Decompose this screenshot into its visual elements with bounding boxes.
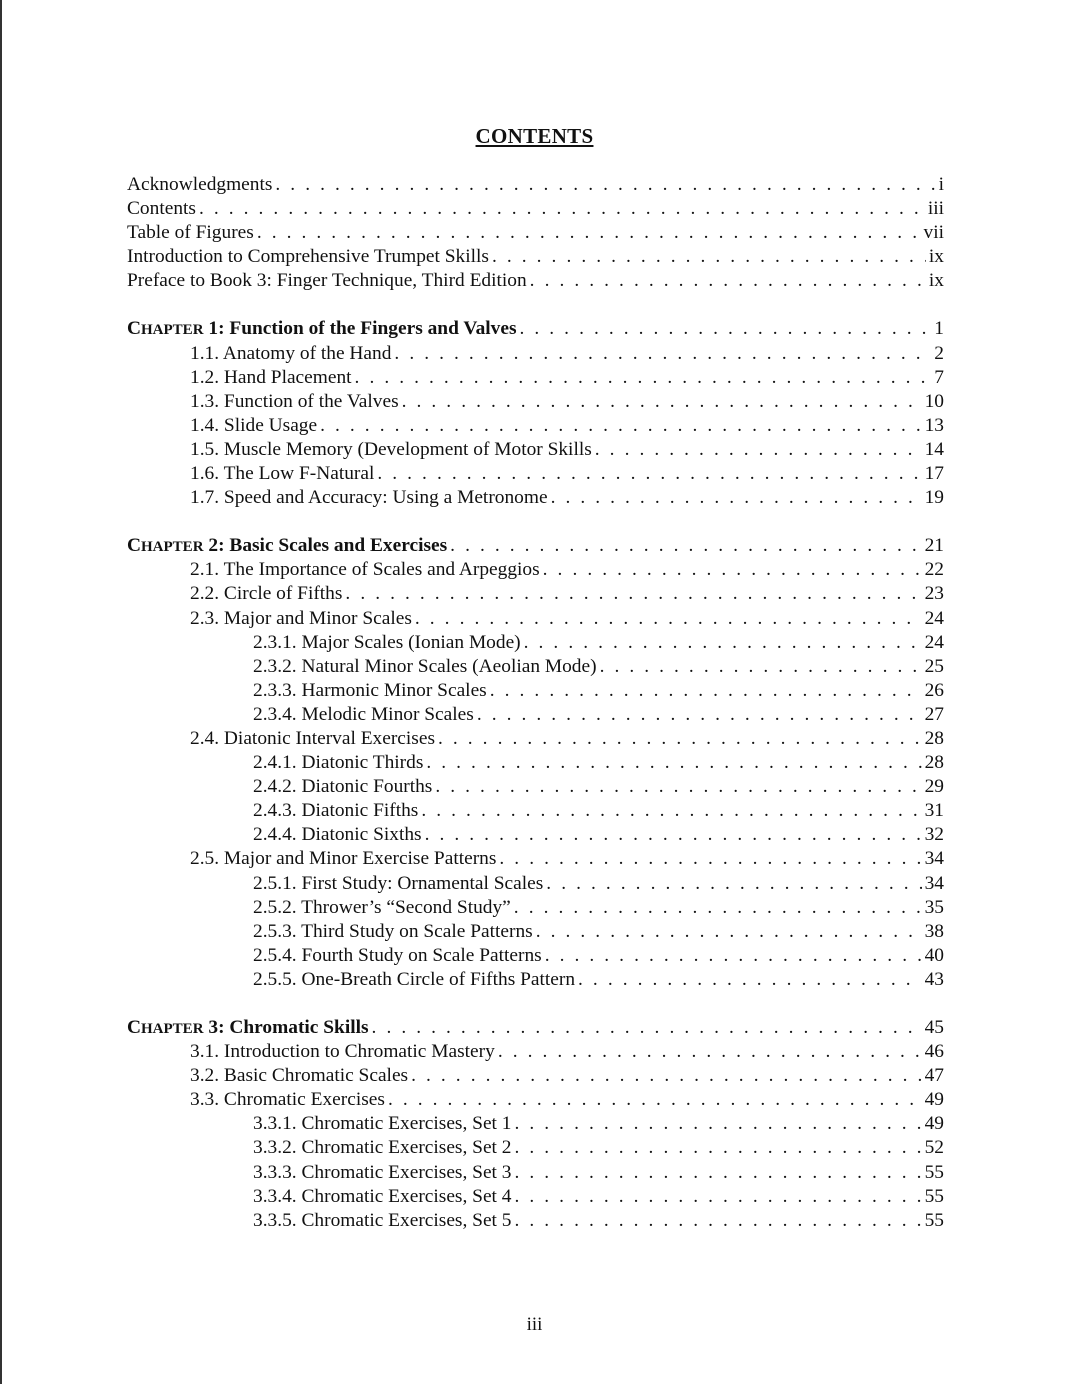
entry-page-number: 43 — [924, 968, 944, 990]
toc-front-matter-item[interactable] — [127, 173, 944, 197]
dot-leader — [402, 390, 922, 414]
toc-subsection-item[interactable] — [127, 1161, 944, 1185]
toc-front-matter-item[interactable] — [127, 221, 944, 245]
dot-leader — [388, 1088, 922, 1112]
entry-label: 2.3.1. Major Scales (Ionian Mode) — [253, 631, 521, 653]
entry-page-number: 29 — [924, 776, 944, 798]
toc-subsection-item[interactable] — [127, 655, 944, 679]
entry-page-number: 35 — [924, 896, 944, 918]
chapter-prefix-smallcaps: HAPTER — [141, 322, 204, 339]
table-of-contents — [127, 173, 944, 1233]
entry-page-number: 34 — [924, 848, 944, 870]
entry-label: 3.3. Chromatic Exercises — [190, 1089, 385, 1111]
entry-page-number: 46 — [924, 1041, 944, 1063]
dot-leader — [426, 751, 921, 775]
toc-subsection-item[interactable] — [127, 896, 944, 920]
dot-leader — [530, 269, 926, 293]
dot-leader — [515, 1209, 922, 1233]
entry-label: 3.3.4. Chromatic Exercises, Set 4 — [253, 1185, 512, 1207]
chapter-title: 1: Function of the Fingers and Valves — [203, 318, 517, 340]
dot-leader — [578, 968, 922, 992]
chapter-prefix-smallcaps: HAPTER — [141, 539, 204, 556]
toc-section-item[interactable] — [127, 366, 944, 390]
entry-page-number: 38 — [924, 920, 944, 942]
entry-label: 1.5. Muscle Memory (Development of Motor Skills — [190, 438, 592, 460]
toc-subsection-item[interactable] — [127, 1112, 944, 1136]
entry-page-number: 47 — [924, 1065, 944, 1087]
toc-front-matter-item[interactable] — [127, 197, 944, 221]
entry-label: Contents — [127, 198, 196, 220]
dot-leader — [520, 317, 932, 341]
entry-label: 2.2. Circle of Fifths — [190, 583, 343, 605]
toc-subsection-item[interactable] — [127, 944, 944, 968]
entry-label: Table of Figures — [127, 222, 254, 244]
entry-label: 3.3.3. Chromatic Exercises, Set 3 — [253, 1161, 512, 1183]
dot-leader — [421, 799, 921, 823]
entry-label: 1.4. Slide Usage — [190, 414, 318, 436]
entry-page-number: 24 — [924, 607, 944, 629]
entry-label: 2.5.3. Third Study on Scale Patterns — [253, 920, 533, 942]
toc-section-item[interactable] — [127, 342, 944, 366]
chapter-heading — [127, 317, 517, 342]
toc-section-item[interactable] — [127, 1064, 944, 1088]
toc-section-item[interactable] — [127, 847, 944, 871]
dot-leader — [345, 582, 921, 606]
entry-page-number: ix — [928, 246, 944, 268]
section-gap — [127, 510, 944, 534]
footer-page-number: iii — [526, 1314, 543, 1335]
dot-leader — [498, 1040, 922, 1064]
dot-leader — [199, 197, 925, 221]
toc-section-item[interactable] — [127, 438, 944, 462]
chapter-prefix-smallcaps: HAPTER — [141, 1021, 204, 1037]
entry-page-number: 21 — [924, 535, 944, 557]
dot-leader — [435, 775, 921, 799]
toc-subsection-item[interactable] — [127, 872, 944, 896]
entry-page-number: 55 — [924, 1209, 944, 1231]
entry-label: 2.4.3. Diatonic Fifths — [253, 800, 419, 822]
chapter-prefix-initial: C — [127, 535, 142, 557]
dot-leader — [499, 847, 921, 871]
entry-page-number: 7 — [934, 366, 944, 388]
dot-leader — [515, 1185, 922, 1209]
chapter-prefix-initial: C — [127, 1017, 142, 1038]
entry-label: 2.5.4. Fourth Study on Scale Patterns — [253, 944, 542, 966]
dot-leader — [600, 655, 922, 679]
entry-page-number: 27 — [924, 703, 944, 725]
entry-label: 2.4.1. Diatonic Thirds — [253, 752, 424, 774]
dot-leader — [551, 486, 922, 510]
entry-label: 2.3.2. Natural Minor Scales (Aeolian Mode) — [253, 655, 597, 677]
entry-label: 2.5.2. Thrower’s “Second Study” — [253, 896, 511, 918]
dot-leader — [515, 1136, 922, 1160]
toc-subsection-item[interactable] — [127, 1136, 944, 1160]
dot-leader — [411, 1064, 922, 1088]
entry-label: 1.2. Hand Placement — [190, 366, 352, 388]
dot-leader — [355, 366, 932, 390]
dot-leader — [492, 245, 926, 269]
entry-page-number: 28 — [924, 727, 944, 749]
entry-page-number: 10 — [924, 390, 944, 412]
entry-page-number: 31 — [924, 800, 944, 822]
dot-leader — [490, 679, 922, 703]
toc-subsection-item[interactable] — [127, 751, 944, 775]
toc-subsection-item[interactable] — [127, 679, 944, 703]
chapter-prefix-initial: C — [127, 318, 142, 340]
entry-label: 3.3.2. Chromatic Exercises, Set 2 — [253, 1137, 512, 1159]
toc-subsection-item[interactable] — [127, 775, 944, 799]
entry-label: 2.4. Diatonic Interval Exercises — [190, 727, 435, 749]
entry-label: Introduction to Comprehensive Trumpet Skills — [127, 246, 489, 268]
entry-page-number: 23 — [924, 583, 944, 605]
entry-label: 3.1. Introduction to Chromatic Mastery — [190, 1041, 495, 1063]
entry-label: 2.4.4. Diatonic Sixths — [253, 824, 422, 846]
entry-page-number: 49 — [924, 1089, 944, 1111]
dot-leader — [515, 1161, 922, 1185]
entry-page-number: vii — [923, 222, 944, 244]
dot-leader — [515, 1112, 922, 1136]
toc-subsection-item[interactable] — [127, 920, 944, 944]
toc-subsection-item[interactable] — [127, 631, 944, 655]
entry-label: 2.3.4. Melodic Minor Scales — [253, 703, 474, 725]
entry-label: 2.4.2. Diatonic Fourths — [253, 776, 433, 798]
page-edge — [0, 0, 2, 1384]
dot-leader — [543, 558, 922, 582]
entry-page-number: 22 — [924, 559, 944, 581]
toc-subsection-item[interactable] — [127, 1185, 944, 1209]
dot-leader — [394, 342, 931, 366]
dot-leader — [524, 631, 922, 655]
chapter-title: 3: Chromatic Skills — [203, 1017, 369, 1038]
toc-section-item[interactable] — [127, 1088, 944, 1112]
toc-subsection-item[interactable] — [127, 1209, 944, 1233]
entry-label: 1.3. Function of the Valves — [190, 390, 399, 412]
toc-chapter-item[interactable] — [127, 1016, 944, 1040]
entry-label: Preface to Book 3: Finger Technique, Third Edition — [127, 270, 527, 292]
toc-subsection-item[interactable] — [127, 968, 944, 992]
dot-leader — [450, 534, 921, 558]
toc-section-item[interactable] — [127, 414, 944, 438]
entry-label: 2.5.5. One-Breath Circle of Fifths Pattern — [253, 968, 576, 990]
dot-leader — [257, 221, 921, 245]
entry-label: 2.3. Major and Minor Scales — [190, 607, 412, 629]
page-title: CONTENTS — [475, 124, 594, 148]
entry-label: 2.1. The Importance of Scales and Arpeggios — [190, 559, 540, 581]
dot-leader — [425, 823, 922, 847]
entry-page-number: 2 — [934, 342, 944, 364]
toc-subsection-item[interactable] — [127, 703, 944, 727]
entry-page-number: 52 — [924, 1137, 944, 1159]
chapter-title: 2: Basic Scales and Exercises — [203, 535, 448, 557]
entry-label: Acknowledgments — [127, 174, 273, 195]
entry-page-number: 28 — [924, 752, 944, 774]
toc-subsection-item[interactable] — [127, 799, 944, 823]
entry-page-number: 32 — [924, 824, 944, 846]
dot-leader — [372, 1016, 922, 1040]
entry-page-number: 13 — [924, 414, 944, 436]
entry-page-number: i — [938, 174, 944, 195]
entry-page-number: ix — [928, 270, 944, 292]
entry-label: 3.3.1. Chromatic Exercises, Set 1 — [253, 1113, 512, 1135]
dot-leader — [546, 872, 921, 896]
toc-front-matter-item[interactable] — [127, 269, 944, 293]
dot-leader — [536, 920, 922, 944]
dot-leader — [320, 414, 922, 438]
toc-chapter-item[interactable] — [127, 317, 944, 341]
entry-page-number: 17 — [924, 463, 944, 485]
entry-label: 1.7. Speed and Accuracy: Using a Metronome — [190, 487, 548, 509]
dot-leader — [415, 607, 922, 631]
section-gap — [127, 293, 944, 317]
dot-leader — [595, 438, 922, 462]
entry-page-number: 49 — [924, 1113, 944, 1135]
entry-label: 1.6. The Low F-Natural — [190, 463, 375, 485]
entry-label: 3.2. Basic Chromatic Scales — [190, 1065, 409, 1087]
toc-section-item[interactable] — [127, 607, 944, 631]
chapter-heading — [127, 1016, 369, 1041]
toc-section-item[interactable] — [127, 462, 944, 486]
entry-page-number: 19 — [924, 487, 944, 509]
entry-page-number: 14 — [924, 438, 944, 460]
entry-page-number: 55 — [924, 1161, 944, 1183]
entry-page-number: 1 — [934, 318, 944, 340]
dot-leader — [438, 727, 922, 751]
dot-leader — [377, 462, 921, 486]
entry-page-number: 45 — [924, 1017, 944, 1038]
toc-section-item[interactable] — [127, 727, 944, 751]
toc-section-item[interactable] — [127, 486, 944, 510]
entry-page-number: 34 — [924, 872, 944, 894]
entry-page-number: 26 — [924, 679, 944, 701]
entry-label: 2.5.1. First Study: Ornamental Scales — [253, 872, 544, 894]
entry-label: 2.3.3. Harmonic Minor Scales — [253, 679, 487, 701]
toc-section-item[interactable] — [127, 582, 944, 606]
dot-leader — [275, 173, 935, 197]
toc-front-matter-item[interactable] — [127, 245, 944, 269]
dot-leader — [477, 703, 922, 727]
entry-page-number: 25 — [924, 655, 944, 677]
entry-page-number: 24 — [924, 631, 944, 653]
toc-section-item[interactable] — [127, 390, 944, 414]
entry-label: 3.3.5. Chromatic Exercises, Set 5 — [253, 1209, 512, 1231]
toc-chapter-item[interactable] — [127, 534, 944, 558]
entry-page-number: 55 — [924, 1185, 944, 1207]
entry-page-number: 40 — [924, 944, 944, 966]
dot-leader — [514, 896, 922, 920]
chapter-heading — [127, 534, 447, 559]
toc-section-item[interactable] — [127, 1040, 944, 1064]
entry-label: 1.1. Anatomy of the Hand — [190, 342, 392, 364]
entry-label: 2.5. Major and Minor Exercise Patterns — [190, 848, 497, 870]
toc-section-item[interactable] — [127, 558, 944, 582]
entry-page-number: iii — [927, 198, 944, 220]
section-gap — [127, 992, 944, 1016]
dot-leader — [545, 944, 922, 968]
toc-subsection-item[interactable] — [127, 823, 944, 847]
